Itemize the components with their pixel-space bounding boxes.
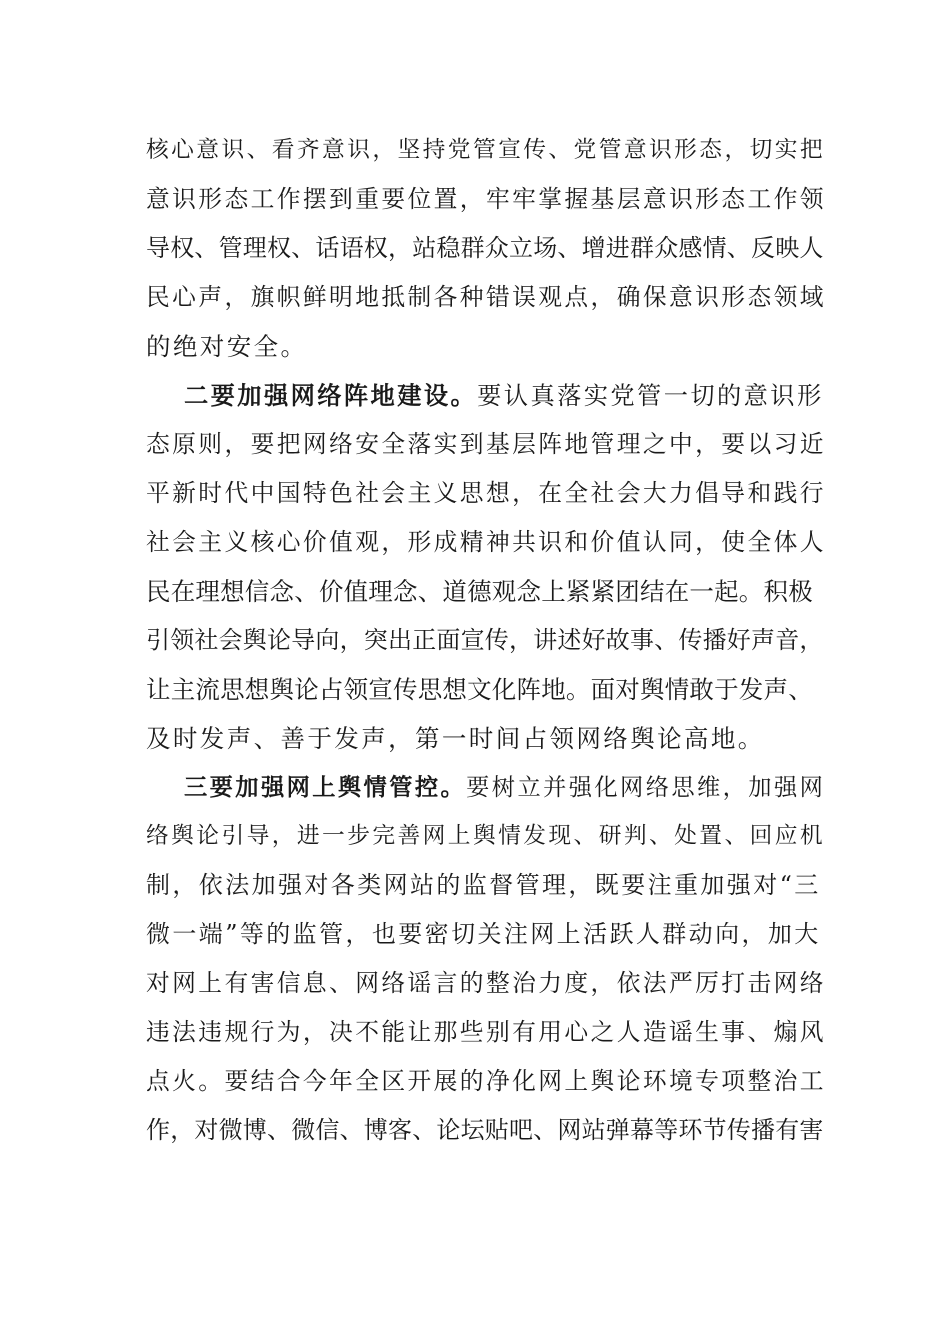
text-line: 违法违规行为，决不能让那些别有用心之人造谣生事、煽风 (146, 1018, 826, 1046)
text-line: 导权、管理权、话语权，站稳群众立场、增进群众感情、反映人 (146, 234, 824, 262)
text-line: 核心意识、看齐意识，坚持党管宣传、党管意识形态，切实把 (146, 137, 826, 163)
text-run: 要认真落实党管一切的意识形 (477, 381, 824, 410)
text-line: 意识形态工作摆到重要位置，牢牢掌握基层意识形态工作领 (146, 185, 826, 213)
text-line: 制，依法加强对各类网站的监督管理，既要注重加强对“三 (146, 871, 821, 899)
text-line: 及时发声、善于发声，第一时间占领网络舆论高地。 (146, 724, 765, 753)
paragraph-start-line (146, 763, 826, 812)
text-line: 社会主义核心价值观，形成精神共识和价值认同，使全体人 (146, 528, 826, 556)
text-line: 对网上有害信息、网络谣言的整治力度，依法严厉打击网络 (146, 969, 826, 997)
text-line: 让主流思想舆论占领宣传思想文化阵地。面对舆情敢于发声、 (146, 675, 813, 704)
text-line: 平新时代中国特色社会主义思想，在全社会大力倡导和践行 (146, 479, 826, 507)
text-line: 点火。要结合今年全区开展的净化网上舆论环境专项整治工 (146, 1067, 826, 1095)
text-line: 态原则，要把网络安全落实到基层阵地管理之中，要以习近 (146, 430, 826, 458)
text-line: 微一端”等的监管，也要密切关注网上活跃人群动向，加大 (146, 920, 821, 948)
section-heading: 三要加强网上舆情管控。 (184, 774, 467, 801)
page-bottom-margin (0, 1290, 950, 1344)
text-line: 民在理想信念、价值理念、道德观念上紧紧团结在一起。积极 (146, 577, 813, 606)
text-line: 的绝对安全。 (146, 332, 308, 361)
section-heading: 二要加强网络阵地建设。 (184, 381, 478, 410)
text-line: 引领社会舆论导向，突出正面宣传，讲述好故事、传播好声音， (146, 626, 824, 654)
text-line: 民心声，旗帜鲜明地抵制各种错误观点，确保意识形态领域 (146, 283, 826, 311)
body-text (146, 126, 826, 1155)
text-line: 络舆论引导，进一步完善网上舆情发现、研判、处置、回应机 (146, 823, 826, 849)
paragraph-start-line (146, 371, 826, 420)
text-line: 作，对微博、微信、博客、论坛贴吧、网站弹幕等环节传播有害 (146, 1116, 824, 1144)
text-run: 要树立并强化网络思维，加强网 (466, 774, 826, 801)
